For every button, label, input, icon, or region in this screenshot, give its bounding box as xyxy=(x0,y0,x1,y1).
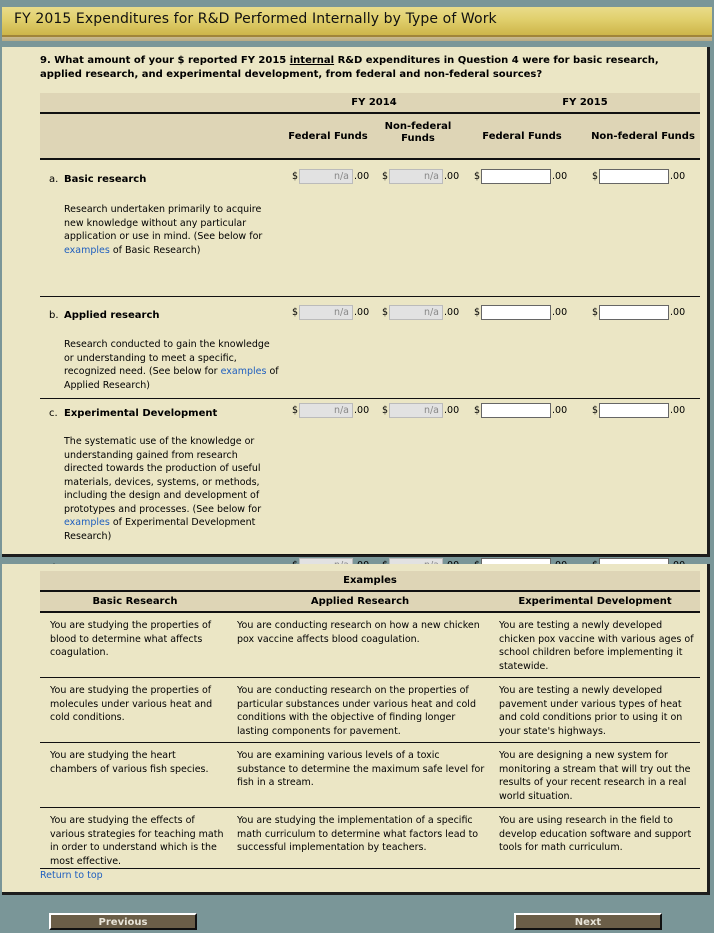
fy2014-nonfederal-input: n/a xyxy=(389,403,443,418)
next-button[interactable]: Next xyxy=(514,913,662,930)
example-experimental: You are testing a newly developed pavement under various types of heat and cold conditions prior to using it on your state's highways. xyxy=(499,685,683,737)
table-row-basic-research xyxy=(40,162,700,297)
col-header-fy2015-federal: Federal Funds xyxy=(482,131,562,142)
fy2014-nonfederal-input: n/a xyxy=(389,305,443,320)
table-row-applied-research xyxy=(40,298,700,399)
question-panel xyxy=(2,47,710,557)
return-to-top-link[interactable]: Return to top xyxy=(40,870,103,881)
example-row xyxy=(40,744,700,808)
row-description: Research undertaken primarily to acquire new knowledge without any particular application or use in mind. (See below for examples of Basic Research) xyxy=(64,204,263,256)
example-experimental: You are using research in the field to develop education software and support tools for math curriculum. xyxy=(499,815,692,853)
fy2015-federal-field: $ .00 xyxy=(474,170,568,182)
example-basic: You are studying the properties of blood to determine what affects coagulation. xyxy=(50,620,212,658)
fy2015-nonfederal-input[interactable] xyxy=(599,403,669,418)
fy2014-federal-input: n/a xyxy=(299,403,353,418)
fy2014-nonfederal-field: $ n/a .00 xyxy=(382,306,460,318)
col-header-experimental: Experimental Development xyxy=(518,596,672,607)
fy2014-nonfederal-field: $ n/a .00 xyxy=(382,404,460,416)
example-applied: You are examining various levels of a toxic substance to determine the maximum safe level for fish in a stream. xyxy=(237,750,485,788)
example-applied: You are conducting research on how a new chicken pox vaccine affects blood coagulation. xyxy=(237,620,480,645)
fy2014-federal-input: n/a xyxy=(299,169,353,184)
col-header-fy2014-nonfederal: Non-federal Funds xyxy=(384,121,452,144)
fy2015-nonfederal-field: $ .00 xyxy=(592,404,686,416)
examples-title: Examples xyxy=(40,571,700,592)
question-emphasis: internal xyxy=(289,55,335,66)
fy2014-federal-input: n/a xyxy=(299,305,353,320)
example-applied: You are conducting research on the properties of particular substances under various heat and cold conditions with the objective of finding longer lasting components for pavement. xyxy=(237,685,476,737)
question-prefix: 9. What amount of your $ reported FY 2015 xyxy=(40,55,290,66)
year-header-fy2014: FY 2014 xyxy=(351,97,397,108)
example-basic: You are studying the effects of various strategies for teaching math in order to understand which is the most effective. xyxy=(50,815,224,867)
fy2014-federal-field: $ n/a .00 xyxy=(292,404,370,416)
row-label: c. Experimental Development xyxy=(49,408,218,419)
example-experimental: You are testing a newly developed chicken pox vaccine with various ages of school children before implementing it statewide. xyxy=(499,620,694,672)
row-label: a. Basic research xyxy=(49,174,147,185)
column-header-row xyxy=(40,114,700,160)
question-text xyxy=(40,54,680,81)
fy2015-federal-field: $ .00 xyxy=(474,306,568,318)
examples-link[interactable]: examples xyxy=(64,244,110,256)
example-row xyxy=(40,679,700,743)
fy2015-nonfederal-input[interactable] xyxy=(599,305,669,320)
example-basic: You are studying the heart chambers of various fish species. xyxy=(50,750,209,775)
col-header-applied: Applied Research xyxy=(310,596,410,607)
col-header-basic: Basic Research xyxy=(92,596,178,607)
question-suffix: R&D expenditures in Question 4 were for basic research, applied research, and experimental development, from federal and non-federal sources? xyxy=(40,55,659,80)
fy2015-federal-input[interactable] xyxy=(481,403,551,418)
col-header-fy2015-nonfederal: Non-federal Funds xyxy=(591,131,695,142)
row-label: b. Applied research xyxy=(49,310,160,321)
previous-button[interactable]: Previous xyxy=(49,913,197,930)
fy2014-federal-field: $ n/a .00 xyxy=(292,306,370,318)
fy2015-nonfederal-field: $ .00 xyxy=(592,306,686,318)
examples-column-headers xyxy=(40,592,700,613)
fy2015-nonfederal-field: $ .00 xyxy=(592,170,686,182)
year-header-row xyxy=(40,93,700,114)
examples-link[interactable]: examples xyxy=(64,517,110,528)
example-experimental: You are designing a new system for monitoring a stream that will try out the results of your recent research in a real world situation. xyxy=(499,750,691,802)
fy2014-nonfederal-field: $ n/a .00 xyxy=(382,170,460,182)
fy2014-nonfederal-input: n/a xyxy=(389,169,443,184)
page-header xyxy=(2,7,712,37)
year-header-fy2015: FY 2015 xyxy=(562,97,608,108)
examples-panel xyxy=(2,564,710,895)
examples-link[interactable]: examples xyxy=(220,366,267,377)
table-row-experimental-development xyxy=(40,400,700,555)
row-description: The systematic use of the knowledge or understanding gained from research directed towards the production of useful materials, devices, systems, or methods, including the design and development of prototypes and processes. (See below for examples of Experimental Development Research) xyxy=(64,436,262,542)
fy2015-nonfederal-input[interactable] xyxy=(599,169,669,184)
fy2015-federal-input[interactable] xyxy=(481,305,551,320)
example-row xyxy=(40,809,700,869)
example-basic: You are studying the properties of molecules under various heat and cold conditions. xyxy=(50,685,213,723)
example-applied: You are studying the implementation of a specific math curriculum to determine what factors lead to successful implementation by teachers. xyxy=(237,815,479,853)
col-header-fy2014-federal: Federal Funds xyxy=(288,131,368,142)
fy2014-federal-field: $ n/a .00 xyxy=(292,170,370,182)
fy2015-federal-field: $ .00 xyxy=(474,404,568,416)
fy2015-federal-input[interactable] xyxy=(481,169,551,184)
page-title: FY 2015 Expenditures for R&D Performed Internally by Type of Work xyxy=(14,11,497,27)
example-row xyxy=(40,614,700,678)
header-divider xyxy=(2,37,712,41)
row-description: Research conducted to gain the knowledge or understanding to meet a specific, recognized need. (See below for examples of Applied Research) xyxy=(64,339,279,391)
